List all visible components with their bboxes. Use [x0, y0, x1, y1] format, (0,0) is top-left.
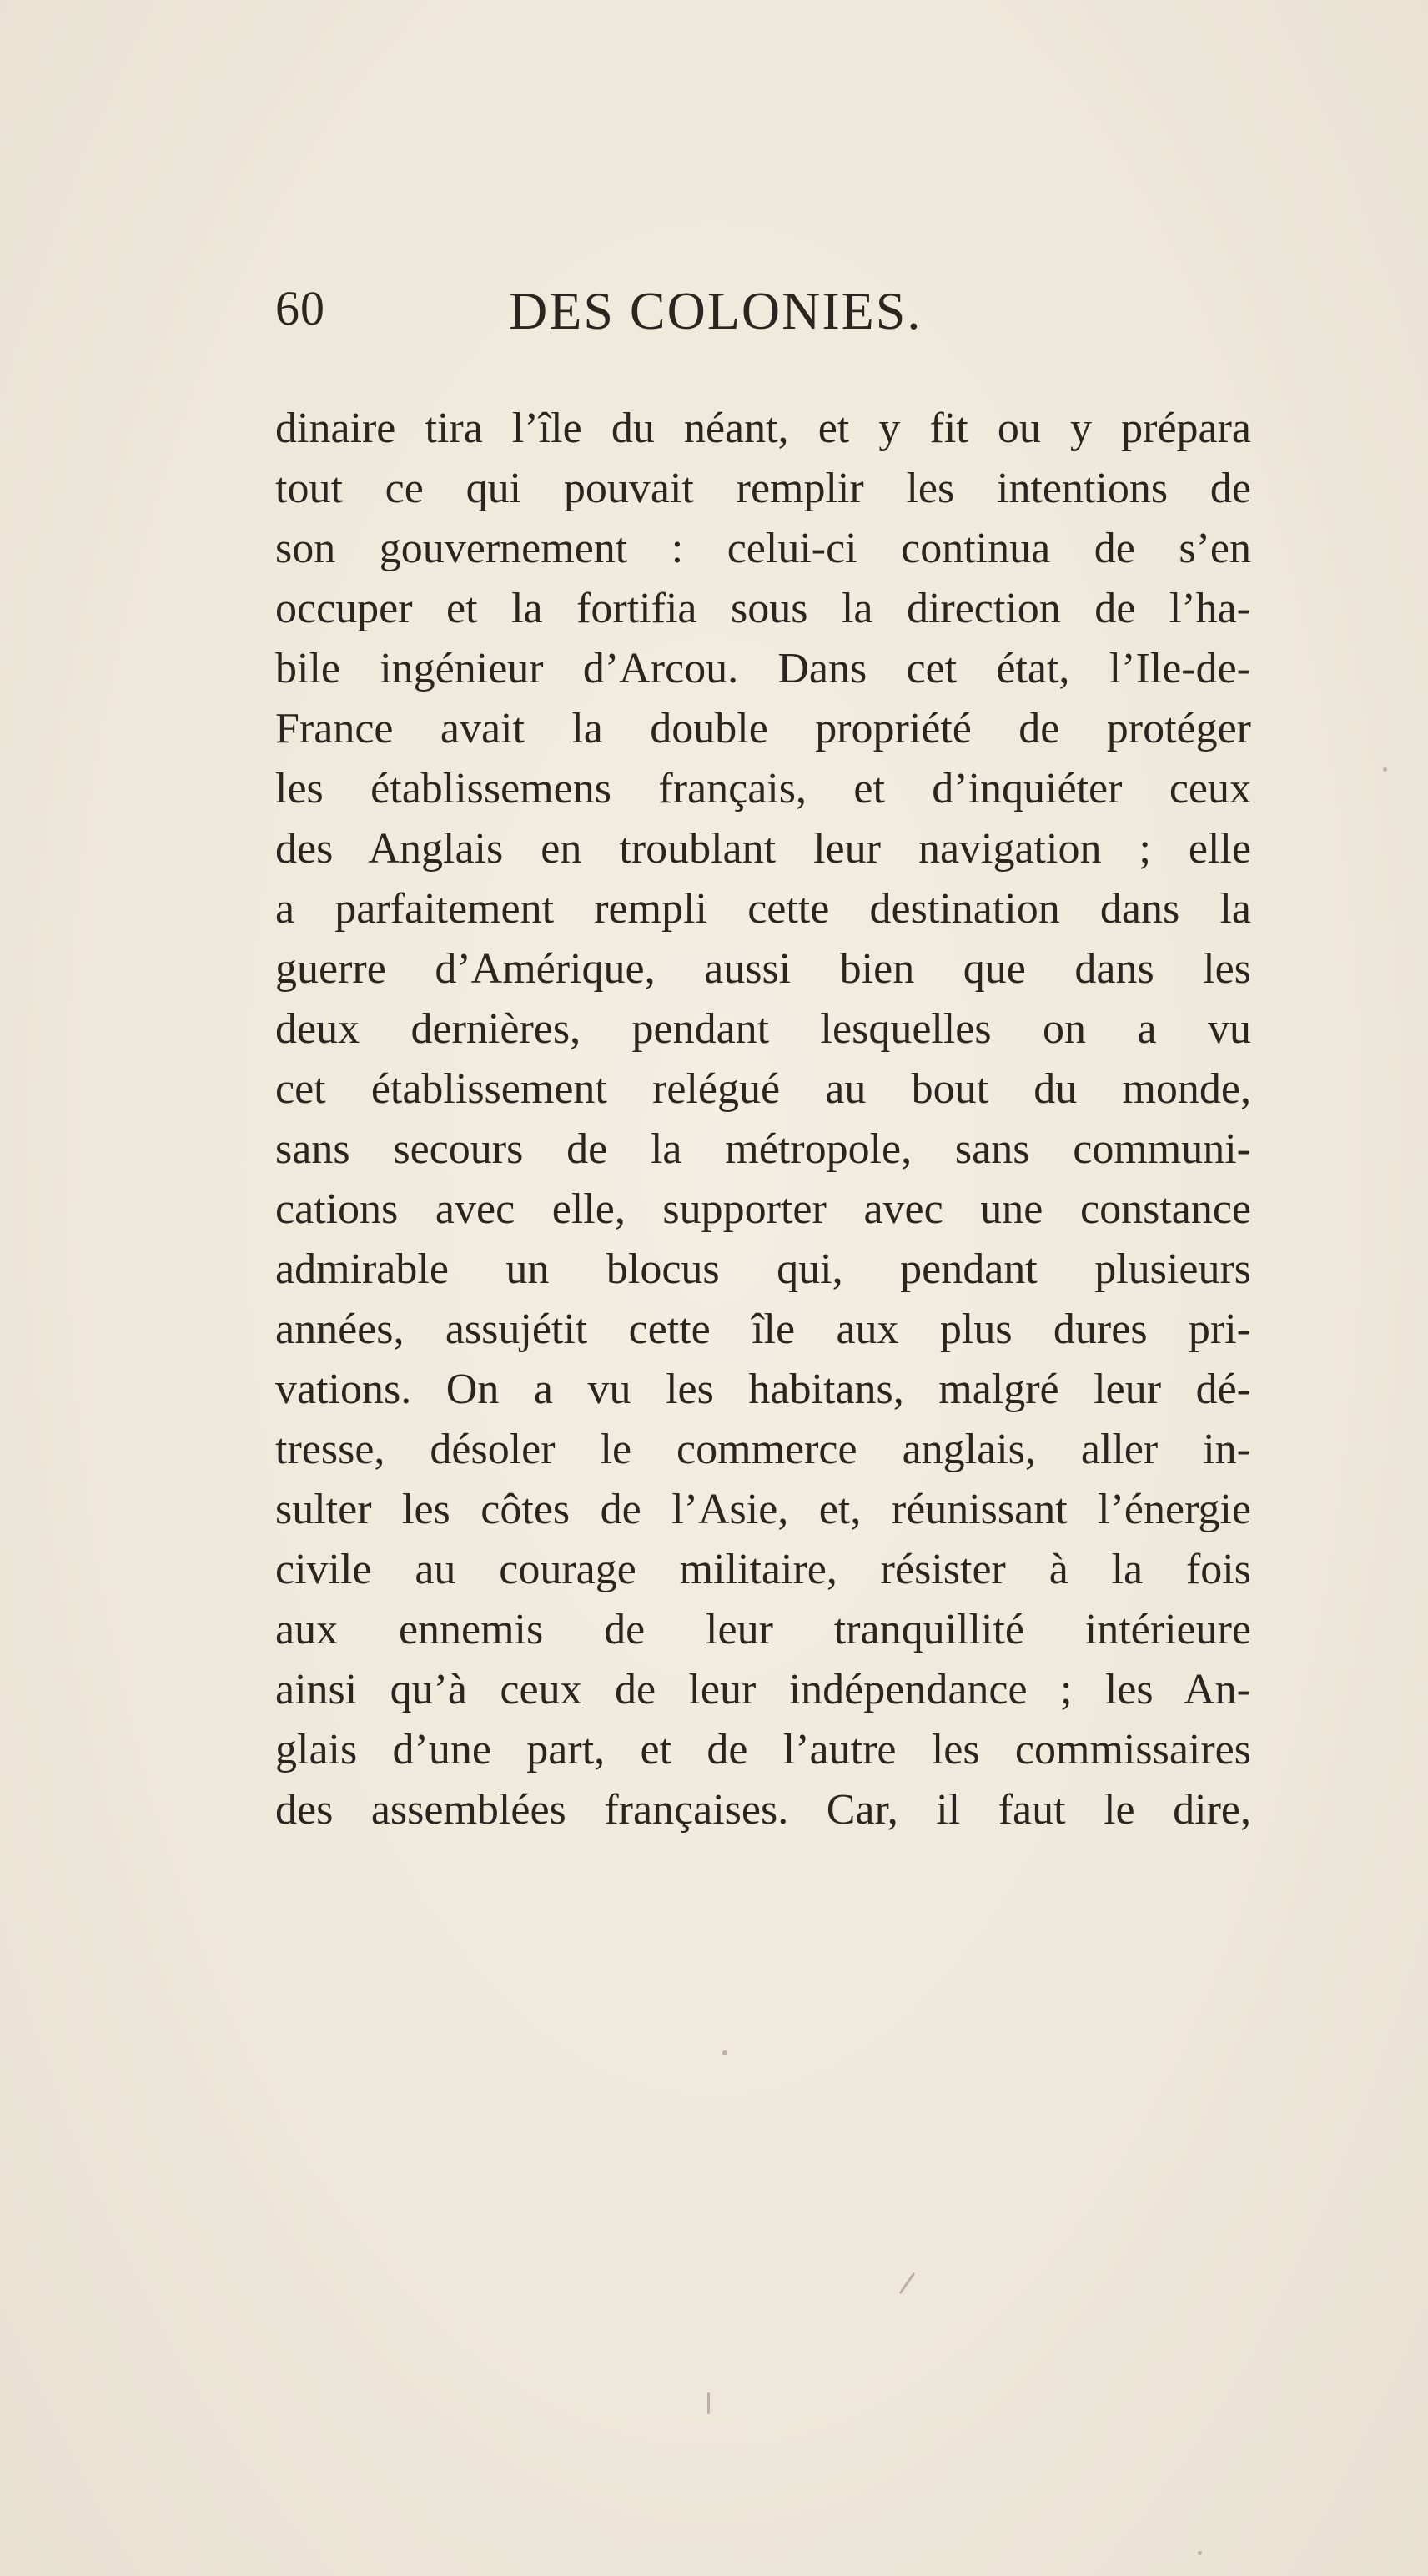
text-line: dinaire tira l’île du néant, et y fit ou y prépara	[275, 405, 1251, 452]
paper-speck	[722, 2050, 727, 2055]
text-line: sulter les côtes de l’Asie, et, réunissant l’énergie	[275, 1486, 1251, 1533]
text-line: des Anglais en troublant leur navigation ; elle	[275, 825, 1251, 873]
text-line: sans secours de la métropole, sans communi-	[275, 1125, 1251, 1173]
text-line: deux dernières, pendant lesquelles on a vu	[275, 1005, 1251, 1053]
paper-speck	[1383, 767, 1387, 772]
text-line: tout ce qui pouvait remplir les intentions de	[275, 465, 1251, 512]
page-header	[275, 280, 1251, 347]
text-line: aux ennemis de leur tranquillité intérieure	[275, 1606, 1251, 1653]
text-line: cations avec elle, supporter avec une constance	[275, 1185, 1251, 1233]
text-line: vations. On a vu les habitans, malgré leur dé-	[275, 1366, 1251, 1413]
text-line: années, assujétit cette île aux plus dures pri-	[275, 1306, 1251, 1353]
text-line: tresse, désoler le commerce anglais, aller in-	[275, 1426, 1251, 1473]
text-line: France avait la double propriété de protéger	[275, 705, 1251, 752]
text-line: occuper et la fortifia sous la direction de l’ha-	[275, 585, 1251, 632]
text-line: glais d’une part, et de l’autre les commissaires	[275, 1726, 1251, 1774]
text-line: des assemblées françaises. Car, il faut le dire,	[275, 1786, 1251, 1834]
text-line: bile ingénieur d’Arcou. Dans cet état, l’Ile-de-	[275, 645, 1251, 692]
text-line: guerre d’Amérique, aussi bien que dans les	[275, 945, 1251, 993]
text-line: cet établissement relégué au bout du monde,	[275, 1065, 1251, 1113]
paper-speck	[1198, 2551, 1202, 2555]
text-line: a parfaitement rempli cette destination dans la	[275, 885, 1251, 933]
paper-speck	[899, 2272, 916, 2294]
body-text	[275, 399, 1251, 1840]
paper-speck	[707, 2392, 710, 2414]
text-line: son gouvernement : celui-ci continua de s’en	[275, 525, 1251, 572]
page-number: 60	[275, 281, 325, 335]
text-line: admirable un blocus qui, pendant plusieurs	[275, 1245, 1251, 1293]
text-line: civile au courage militaire, résister à la fois	[275, 1546, 1251, 1593]
text-line: ainsi qu’à ceux de leur indépendance ; les An-	[275, 1666, 1251, 1713]
running-title: DES COLONIES.	[509, 281, 923, 340]
text-line: les établissemens français, et d’inquiéter ceux	[275, 765, 1251, 813]
